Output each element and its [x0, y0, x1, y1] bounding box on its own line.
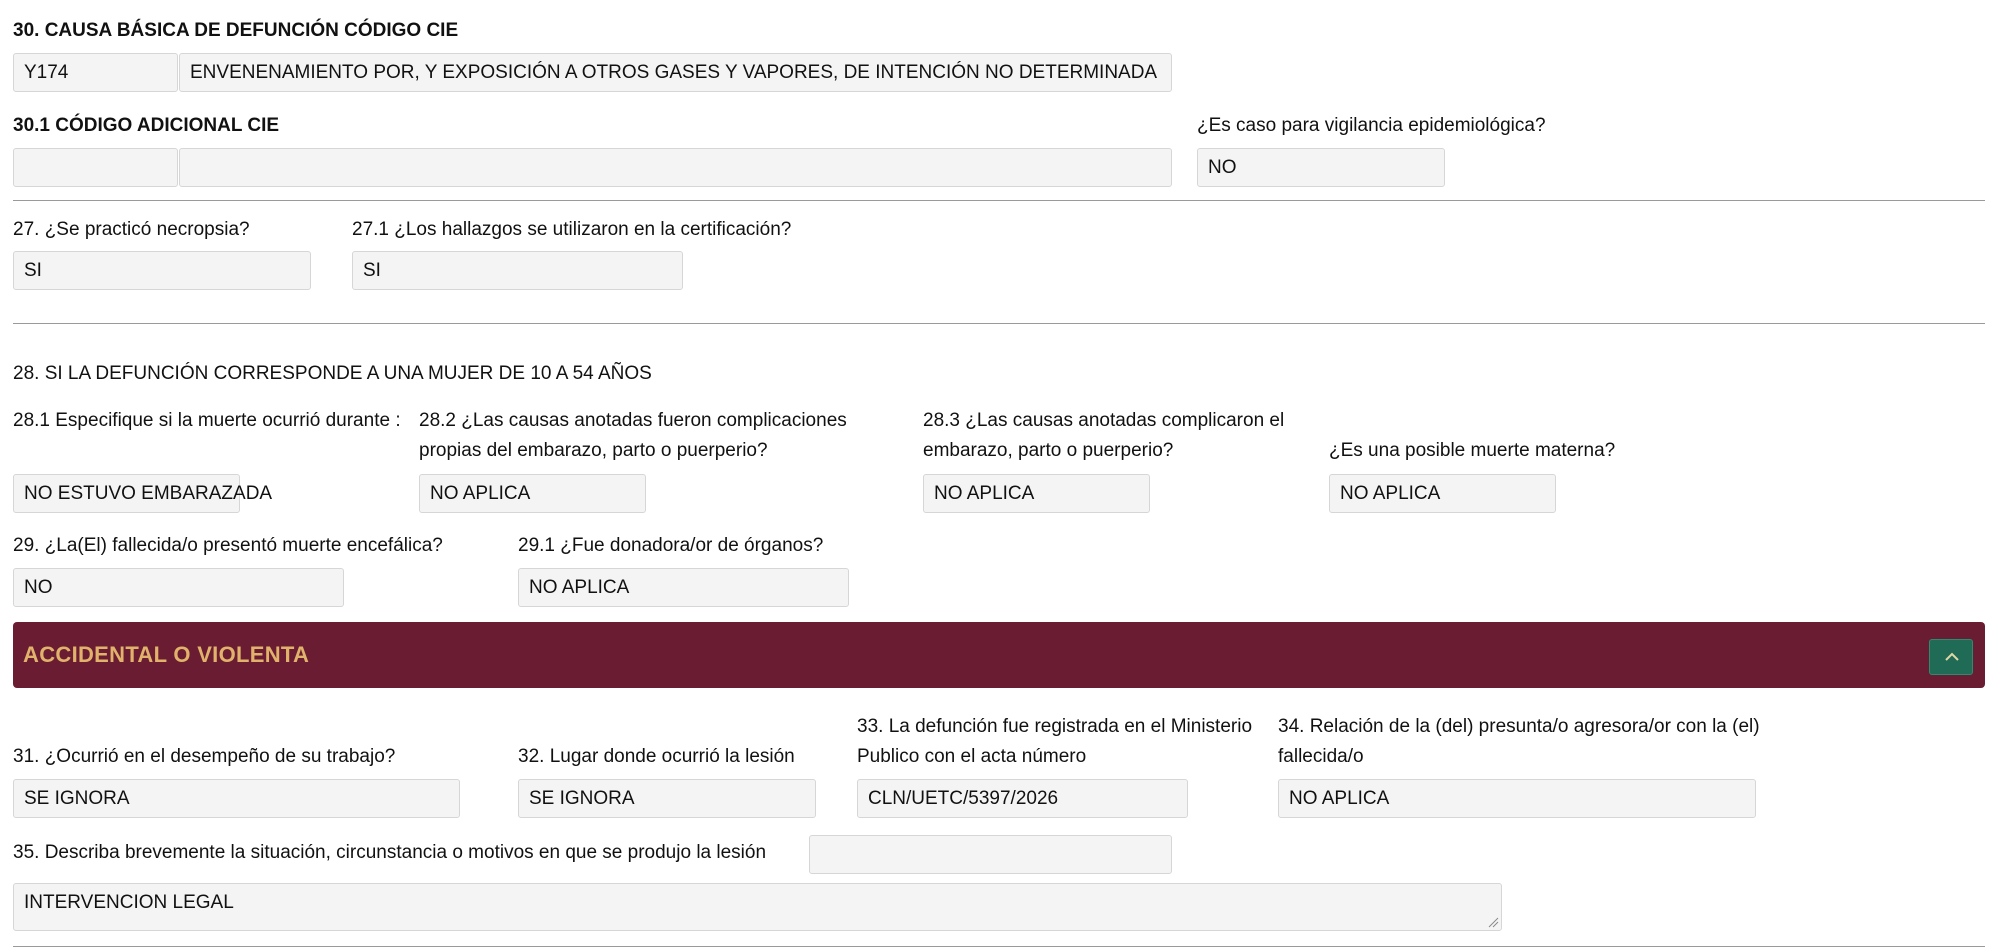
acta-mp-label: 33. La defunción fue registrada en el Ministerio Publico con el acta número [857, 716, 1253, 767]
hallazgos-label: 27.1 ¿Los hallazgos se utilizaron en la certificación? [352, 219, 792, 240]
trabajo-field[interactable]: SE IGNORA [13, 779, 460, 818]
situacion-label: 35. Describa brevemente la situación, circunstancia o motivos en que se produjo la lesión [13, 842, 767, 863]
muerte-encefalica-label: 29. ¿La(El) fallecida/o presentó muerte encefálica? [13, 535, 443, 556]
muerte-encefalica-field[interactable]: NO [13, 568, 344, 607]
situacion-textarea[interactable] [13, 883, 1502, 931]
relacion-agresor-field[interactable]: NO APLICA [1278, 779, 1756, 818]
vigilancia-label: ¿Es caso para vigilancia epidemiológica? [1197, 115, 1546, 136]
complicaron-embarazo-field[interactable]: NO APLICA [923, 474, 1150, 513]
embarazo-durante-label: 28.1 Especifique si la muerte ocurrió durante : [13, 410, 401, 431]
cie-basic-cause-title: 30. CAUSA BÁSICA DE DEFUNCIÓN CÓDIGO CIE [13, 20, 459, 41]
cie-additional-title: 30.1 CÓDIGO ADICIONAL CIE [13, 115, 280, 136]
lugar-lesion-label: 32. Lugar donde ocurrió la lesión [518, 746, 795, 767]
donadora-field[interactable]: NO APLICA [518, 568, 849, 607]
cie-basic-code-field[interactable]: Y174 [13, 53, 178, 92]
cie-additional-code-field[interactable] [13, 148, 178, 187]
acta-mp-field[interactable]: CLN/UETC/5397/2026 [857, 779, 1188, 818]
resize-grip-icon[interactable] [1487, 916, 1499, 928]
necropsia-label: 27. ¿Se practicó necropsia? [13, 219, 250, 240]
chevron-up-icon [1943, 650, 1961, 664]
complicaciones-propias-label: 28.2 ¿Las causas anotadas fueron complicaciones propias del embarazo, parto o puerperio? [419, 410, 847, 461]
complicaron-embarazo-label: 28.3 ¿Las causas anotadas complicaron el embarazo, parto o puerperio? [923, 410, 1285, 461]
collapse-button[interactable] [1929, 639, 1973, 675]
muerte-materna-label: ¿Es una posible muerte materna? [1329, 440, 1616, 461]
donadora-label: 29.1 ¿Fue donadora/or de órganos? [518, 535, 824, 556]
lugar-lesion-field[interactable]: SE IGNORA [518, 779, 816, 818]
section-header-title: ACCIDENTAL O VIOLENTA [23, 642, 310, 667]
hallazgos-field[interactable]: SI [352, 251, 683, 290]
divider [13, 200, 1985, 201]
trabajo-label: 31. ¿Ocurrió en el desempeño de su trabajo? [13, 746, 396, 767]
mujer-section-title: 28. SI LA DEFUNCIÓN CORRESPONDE A UNA MUJER DE 10 A 54 AÑOS [13, 363, 652, 384]
cie-basic-description-field[interactable]: ENVENENAMIENTO POR, Y EXPOSICIÓN A OTROS GASES Y VAPORES, DE INTENCIÓN NO DETERMINADA [179, 53, 1172, 92]
cie-additional-description-field[interactable] [179, 148, 1172, 187]
vigilancia-field[interactable]: NO [1197, 148, 1445, 187]
situacion-extra-field[interactable] [809, 835, 1172, 874]
divider [13, 946, 1985, 947]
necropsia-field[interactable]: SI [13, 251, 311, 290]
relacion-agresor-label: 34. Relación de la (del) presunta/o agresora/or con la (el) fallecida/o [1278, 716, 1760, 767]
situacion-text: INTERVENCION LEGAL [24, 892, 234, 913]
muerte-materna-field[interactable]: NO APLICA [1329, 474, 1556, 513]
divider [13, 323, 1985, 324]
complicaciones-propias-field[interactable]: NO APLICA [419, 474, 646, 513]
embarazo-durante-field[interactable]: NO ESTUVO EMBARAZADA [13, 474, 240, 513]
accidental-violenta-header [13, 622, 1985, 688]
